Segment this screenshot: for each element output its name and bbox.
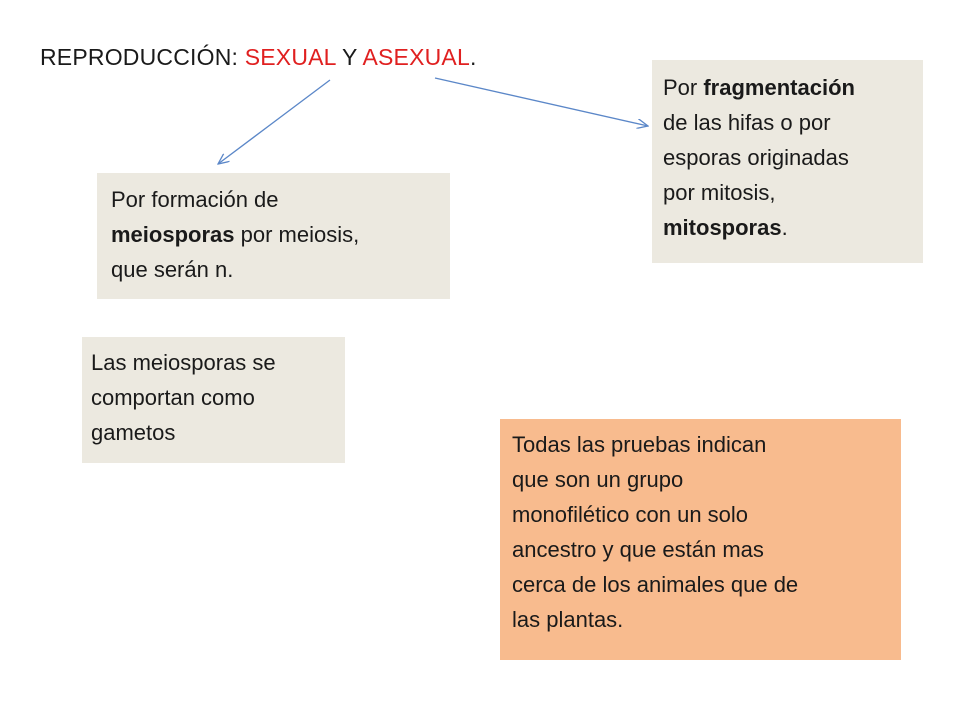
- note-line: Todas las pruebas indican: [512, 432, 767, 457]
- note-line: las plantas.: [512, 607, 624, 632]
- title-asexual: ASEXUAL: [362, 44, 470, 70]
- meiosporas-gametes-box: [82, 337, 345, 463]
- asexual-line-3: esporas originadas: [663, 145, 849, 170]
- title-sexual: SEXUAL: [244, 44, 336, 70]
- arrow-to-sexual: [218, 80, 330, 164]
- sexual-line-2-rest: por meiosis,: [234, 222, 360, 247]
- asexual-line-1-pre: Por: [663, 75, 704, 100]
- fragmentacion-term: fragmentación: [703, 75, 855, 100]
- sexual-line-1: Por formación de: [111, 187, 279, 212]
- note-line: cerca de los animales que de: [512, 572, 799, 597]
- meiosporas-term: meiosporas: [111, 222, 235, 247]
- monophyletic-note-box: [500, 419, 901, 660]
- note-line: monofilético con un solo: [512, 502, 749, 527]
- asexual-reproduction-box: [652, 60, 923, 263]
- sexual-line-3: que serán n.: [111, 257, 234, 282]
- gametes-line: comportan como: [91, 385, 255, 410]
- asexual-line-2: de las hifas o por: [663, 110, 831, 135]
- asexual-line-5: [663, 210, 912, 245]
- asexual-line-4: por mitosis,: [663, 180, 776, 205]
- title-joiner: Y: [335, 44, 363, 70]
- title-prefix: REPRODUCCIÓN:: [40, 44, 245, 70]
- mitosporas-term: mitosporas: [663, 215, 782, 240]
- asexual-line-1: [663, 70, 912, 105]
- note-line: que son un grupo: [512, 467, 684, 492]
- title-suffix: .: [469, 44, 477, 70]
- asexual-line-5-rest: .: [781, 215, 788, 240]
- sexual-line-2: [111, 217, 436, 252]
- sexual-reproduction-box: [97, 173, 450, 299]
- note-line: ancestro y que están mas: [512, 537, 764, 562]
- gametes-line: Las meiosporas se: [91, 350, 276, 375]
- gametes-line: gametos: [91, 420, 176, 445]
- arrow-to-asexual: [435, 78, 648, 126]
